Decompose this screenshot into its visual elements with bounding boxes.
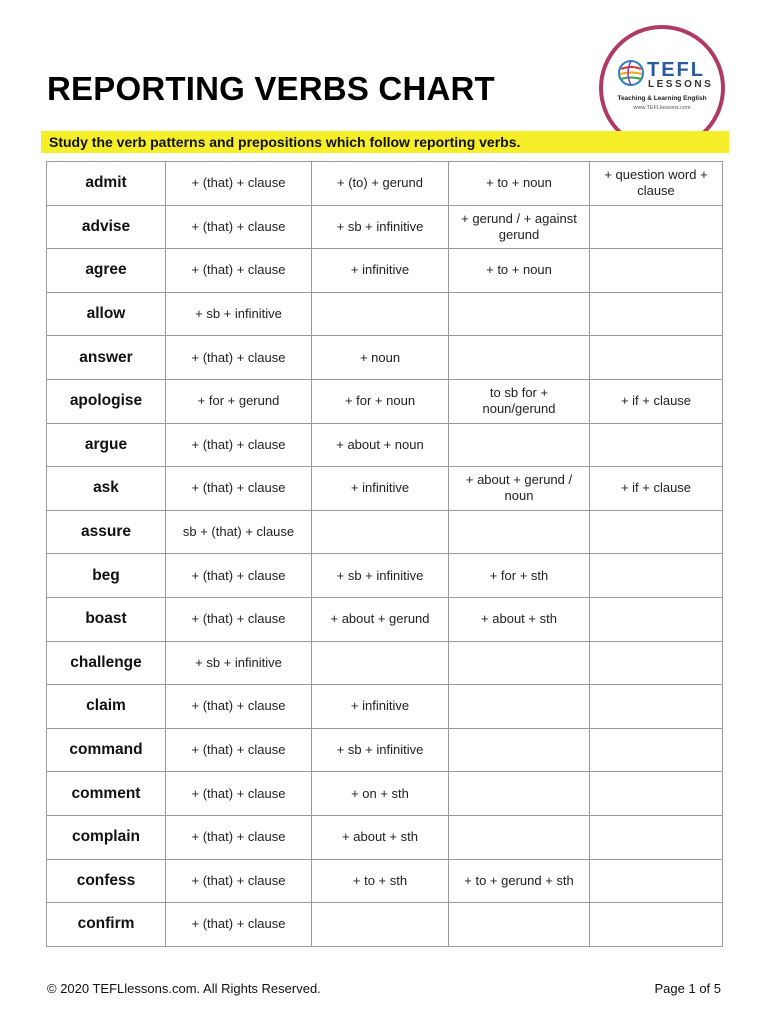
table-row xyxy=(47,859,723,903)
pattern-cell xyxy=(590,249,723,293)
table-row xyxy=(47,815,723,859)
pattern-cell: + (that) + clause xyxy=(166,728,312,772)
pattern-cell: + infinitive xyxy=(312,249,449,293)
pattern-cell: to sb for + noun/gerund xyxy=(449,379,590,423)
pattern-cell xyxy=(590,292,723,336)
verb-cell: complain xyxy=(47,815,166,859)
table-row xyxy=(47,292,723,336)
verb-cell: beg xyxy=(47,554,166,598)
copyright-text: © 2020 TEFLlessons.com. All Rights Reserved. xyxy=(47,981,321,996)
pattern-cell: + on + sth xyxy=(312,772,449,816)
verb-cell: boast xyxy=(47,597,166,641)
verb-cell: ask xyxy=(47,467,166,511)
verb-cell: claim xyxy=(47,685,166,729)
pattern-cell xyxy=(449,510,590,554)
pattern-cell: + (that) + clause xyxy=(166,815,312,859)
pattern-cell: + to + noun xyxy=(449,249,590,293)
pattern-cell: + for + noun xyxy=(312,379,449,423)
pattern-cell: + for + sth xyxy=(449,554,590,598)
pattern-cell: + sb + infinitive xyxy=(166,641,312,685)
pattern-cell: + (that) + clause xyxy=(166,685,312,729)
pattern-cell xyxy=(449,728,590,772)
pattern-cell xyxy=(590,772,723,816)
pattern-cell: + if + clause xyxy=(590,379,723,423)
table-row xyxy=(47,510,723,554)
verb-cell: comment xyxy=(47,772,166,816)
verb-cell: argue xyxy=(47,423,166,467)
table-row xyxy=(47,903,723,947)
verb-cell: challenge xyxy=(47,641,166,685)
page-title: REPORTING VERBS CHART xyxy=(47,70,495,107)
logo-url: www.TEFLlessons.com xyxy=(633,105,691,111)
pattern-cell xyxy=(449,903,590,947)
pattern-cell: + sb + infinitive xyxy=(312,205,449,249)
pattern-cell: + about + gerund xyxy=(312,597,449,641)
verb-cell: confirm xyxy=(47,903,166,947)
table-row xyxy=(47,467,723,511)
pattern-cell: + about + sth xyxy=(449,597,590,641)
pattern-cell: + about + gerund / noun xyxy=(449,467,590,511)
pattern-cell: + infinitive xyxy=(312,685,449,729)
pattern-cell: + question word + clause xyxy=(590,162,723,206)
table-row xyxy=(47,205,723,249)
table-row xyxy=(47,641,723,685)
instructions-banner: Study the verb patterns and prepositions which follow reporting verbs. xyxy=(41,131,729,153)
pattern-cell: + to + noun xyxy=(449,162,590,206)
table-row xyxy=(47,336,723,380)
logo-brand-sub: LESSONS xyxy=(648,79,714,90)
pattern-cell xyxy=(312,641,449,685)
pattern-cell xyxy=(590,336,723,380)
table-row xyxy=(47,379,723,423)
pattern-cell: + (that) + clause xyxy=(166,249,312,293)
verb-cell: confess xyxy=(47,859,166,903)
pattern-cell xyxy=(590,903,723,947)
table-row xyxy=(47,772,723,816)
pattern-cell: + gerund / + against gerund xyxy=(449,205,590,249)
pattern-cell xyxy=(590,205,723,249)
pattern-cell xyxy=(590,597,723,641)
pattern-cell: + (that) + clause xyxy=(166,597,312,641)
table-row xyxy=(47,249,723,293)
table-row xyxy=(47,423,723,467)
verb-cell: advise xyxy=(47,205,166,249)
pattern-cell xyxy=(449,423,590,467)
table-row xyxy=(47,597,723,641)
verb-cell: admit xyxy=(47,162,166,206)
pattern-cell xyxy=(449,292,590,336)
pattern-cell: + (that) + clause xyxy=(166,859,312,903)
pattern-cell: + for + gerund xyxy=(166,379,312,423)
pattern-cell xyxy=(590,641,723,685)
pattern-cell: + sb + infinitive xyxy=(312,554,449,598)
pattern-cell: + about + sth xyxy=(312,815,449,859)
pattern-cell: + sb + infinitive xyxy=(312,728,449,772)
verb-cell: answer xyxy=(47,336,166,380)
pattern-cell xyxy=(590,815,723,859)
pattern-cell xyxy=(590,859,723,903)
pattern-cell: + (that) + clause xyxy=(166,903,312,947)
table-row xyxy=(47,162,723,206)
pattern-cell xyxy=(590,685,723,729)
pattern-cell: + (that) + clause xyxy=(166,467,312,511)
verb-cell: agree xyxy=(47,249,166,293)
pattern-cell xyxy=(449,815,590,859)
pattern-cell xyxy=(312,903,449,947)
pattern-cell: + to + gerund + sth xyxy=(449,859,590,903)
pattern-cell: + (that) + clause xyxy=(166,336,312,380)
pattern-cell: + (to) + gerund xyxy=(312,162,449,206)
verb-cell: command xyxy=(47,728,166,772)
pattern-cell xyxy=(590,510,723,554)
pattern-cell: + (that) + clause xyxy=(166,205,312,249)
pattern-cell: + (that) + clause xyxy=(166,554,312,598)
logo-brand: TEFL xyxy=(647,59,705,81)
verb-cell: apologise xyxy=(47,379,166,423)
pattern-cell: + to + sth xyxy=(312,859,449,903)
pattern-cell xyxy=(312,510,449,554)
pattern-cell: + (that) + clause xyxy=(166,772,312,816)
pattern-cell xyxy=(449,641,590,685)
pattern-cell: + sb + infinitive xyxy=(166,292,312,336)
pattern-cell xyxy=(449,336,590,380)
pattern-cell xyxy=(590,423,723,467)
pattern-cell xyxy=(449,685,590,729)
pattern-cell: + about + noun xyxy=(312,423,449,467)
pattern-cell: + (that) + clause xyxy=(166,423,312,467)
table-row xyxy=(47,728,723,772)
pattern-cell xyxy=(449,772,590,816)
page-number: Page 1 of 5 xyxy=(654,981,721,996)
verb-cell: allow xyxy=(47,292,166,336)
pattern-cell: + if + clause xyxy=(590,467,723,511)
globe-icon xyxy=(617,59,645,87)
pattern-cell: + noun xyxy=(312,336,449,380)
pattern-cell xyxy=(312,292,449,336)
logo-tagline: Teaching & Learning English xyxy=(617,95,707,102)
pattern-cell xyxy=(590,728,723,772)
pattern-cell: + (that) + clause xyxy=(166,162,312,206)
table-row xyxy=(47,554,723,598)
verb-cell: assure xyxy=(47,510,166,554)
table-row xyxy=(47,685,723,729)
pattern-cell: + infinitive xyxy=(312,467,449,511)
pattern-cell: sb + (that) + clause xyxy=(166,510,312,554)
pattern-cell xyxy=(590,554,723,598)
reporting-verbs-table xyxy=(46,161,723,947)
